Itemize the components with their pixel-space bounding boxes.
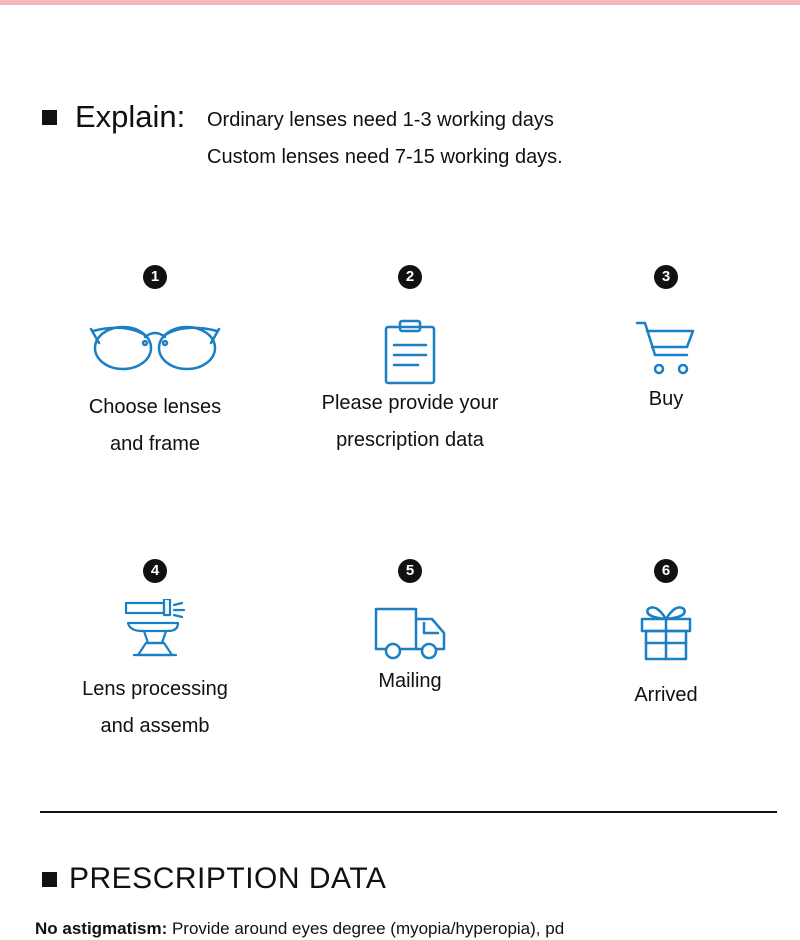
step-number-badge: 4 <box>143 559 167 583</box>
note-label: No astigmatism: <box>35 919 168 938</box>
bullet-square-icon <box>42 110 57 125</box>
step-label-line: Lens processing <box>82 678 228 700</box>
step-label-line: Please provide your <box>321 392 499 414</box>
step-number-badge: 3 <box>654 265 678 289</box>
section-divider <box>40 811 777 813</box>
step-label-line: Buy <box>648 388 684 410</box>
explain-heading: Explain: <box>75 99 186 134</box>
step-arrived <box>546 559 786 714</box>
shopping-cart-icon <box>635 321 697 379</box>
step-label-line: and frame <box>109 433 201 455</box>
prescription-note <box>35 918 564 940</box>
step-number-badge: 1 <box>143 265 167 289</box>
step-lens-processing <box>35 559 275 745</box>
step-prescription <box>290 265 530 459</box>
step-mailing <box>290 559 530 700</box>
note-text: Provide around eyes degree (myopia/hyperopia), pd <box>167 919 565 938</box>
top-color-band <box>0 0 800 5</box>
step-label-line: Choose lenses <box>88 396 222 418</box>
clipboard-icon <box>380 319 440 385</box>
explain-text <box>207 102 563 176</box>
explain-line-ordinary: Ordinary lenses need 1-3 working days <box>207 109 554 131</box>
step-label-line: prescription data <box>336 429 484 451</box>
bullet-square-icon <box>42 872 57 887</box>
step-label-line: and assemb <box>100 715 210 737</box>
explain-line-custom: Custom lenses need 7-15 working days. <box>207 146 563 168</box>
step-number-badge: 6 <box>654 559 678 583</box>
step-number-badge: 5 <box>398 559 422 583</box>
anvil-hammer-icon <box>122 599 188 661</box>
glasses-icon <box>85 317 225 377</box>
step-buy <box>546 265 786 418</box>
step-label-line: Mailing <box>378 670 442 692</box>
step-number-badge: 2 <box>398 265 422 289</box>
prescription-heading: PRESCRIPTION DATA <box>69 862 387 895</box>
step-choose-lenses <box>35 265 275 463</box>
gift-box-icon <box>638 601 694 663</box>
delivery-truck-icon <box>372 605 448 663</box>
step-label-line: Arrived <box>634 684 698 706</box>
